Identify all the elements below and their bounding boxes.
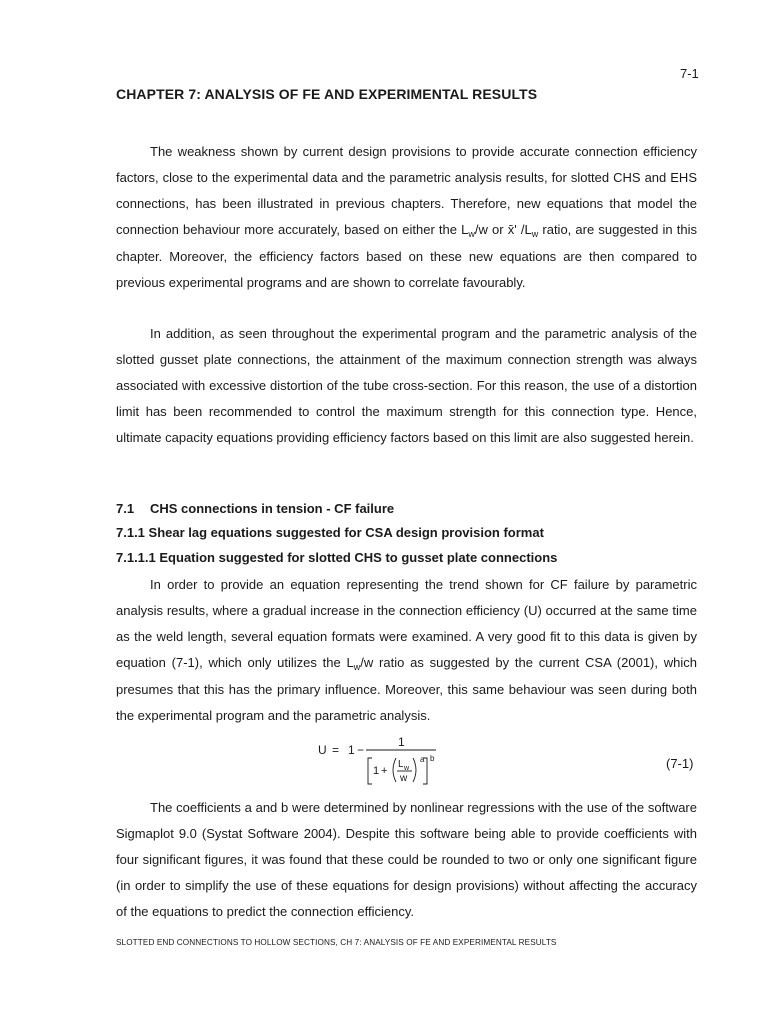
- third-sub-1: w: [353, 662, 361, 672]
- eq-exp-a: a: [420, 755, 425, 764]
- third-text-2: /w ratio as suggested by the current CSA (2001), which presumes that this has the primary influence. Moreover, this same behaviour was seen during both the experimental program and the parametric analysis.: [116, 655, 698, 723]
- eq-lhs: U: [318, 743, 327, 757]
- eq-numerator: 1: [398, 735, 405, 749]
- third-paragraph: [116, 572, 697, 729]
- eq-one: 1: [348, 743, 355, 757]
- eq-frac-num: L: [398, 759, 404, 770]
- eq-frac-den: w: [400, 773, 408, 784]
- eq-equals: =: [332, 743, 340, 757]
- page-number: 7-1: [680, 66, 699, 81]
- intro-sub-2: w: [531, 229, 539, 239]
- fourth-paragraph: [116, 795, 697, 925]
- intro-sub-1: w: [468, 229, 475, 239]
- eq-left-bracket: [368, 758, 372, 784]
- eq-plus: +: [381, 765, 388, 777]
- second-paragraph-text: In addition, as seen throughout the experimental program and the parametric analysis of the slotted gusset plate connections, the attainment of the maximum connection strength was always associated with excessive distortion of the tube cross-section. For this reason, the use of a distortion limit has been recommended to control the maximum strength for this connection type. Hence, ultimate capacity equations providing efficiency factors based on this limit are also suggested herein.: [116, 326, 697, 445]
- intro-paragraph: [116, 139, 697, 296]
- intro-text-2: /w or x̄' /L: [474, 222, 532, 237]
- equation-7-1: [318, 734, 458, 786]
- intro-text-1: The weakness shown by current design provisions to provide accurate connection efficiency factors, close to the experimental data and the parametric analysis results, for slotted CHS and EHS connections, has been illustrated in previous chapters. Therefore, new equations that model the connection behaviour more accurately, based on either the L: [116, 144, 697, 237]
- section-heading-7-1-1-1: 7.1.1.1 Equation suggested for slotted CHS to gusset plate connections: [116, 550, 558, 565]
- eq-right-paren: [413, 758, 416, 782]
- eq-left-paren: [393, 758, 396, 782]
- chapter-title: CHAPTER 7: ANALYSIS OF FE AND EXPERIMENTAL RESULTS: [116, 86, 538, 102]
- eq-minus: −: [357, 743, 365, 757]
- third-text-1: In order to provide an equation representing the trend shown for CF failure by parametric analysis results, where a gradual increase in the connection efficiency (U) occurred at the same time as the weld length, several equation formats were examined. A very good fit to this data is given by equation (7-1), which only utilizes the L: [116, 577, 697, 670]
- eq-frac-num-sub: w: [404, 765, 410, 772]
- section-heading-7-1: 7.1 CHS connections in tension - CF failure: [116, 501, 395, 516]
- page-footer: SLOTTED END CONNECTIONS TO HOLLOW SECTIONS, CH 7: ANALYSIS OF FE AND EXPERIMENTAL RESULTS: [116, 938, 557, 947]
- equation-label: (7-1): [666, 756, 694, 771]
- section-heading-7-1-1: 7.1.1 Shear lag equations suggested for CSA design provision format: [116, 525, 544, 540]
- intro-text-3: ratio, are suggested in this chapter. Moreover, the efficiency factors based on these new equations are then compared to previous experimental programs and are shown to correlate favourably.: [116, 222, 698, 290]
- second-paragraph: [116, 321, 697, 451]
- eq-exp-b: b: [430, 754, 435, 763]
- fourth-paragraph-text: The coefficients a and b were determined by nonlinear regressions with the use of the software Sigmaplot 9.0 (Systat Software 2004). Despite this software being able to provide coefficients with four significant figures, it was found that these could be rounded to two or only one significant figure (in order to simplify the use of these equations for design provisions) without affecting the accuracy of the equations to predict the connection efficiency.: [116, 800, 697, 919]
- eq-inner-one: 1: [373, 765, 380, 777]
